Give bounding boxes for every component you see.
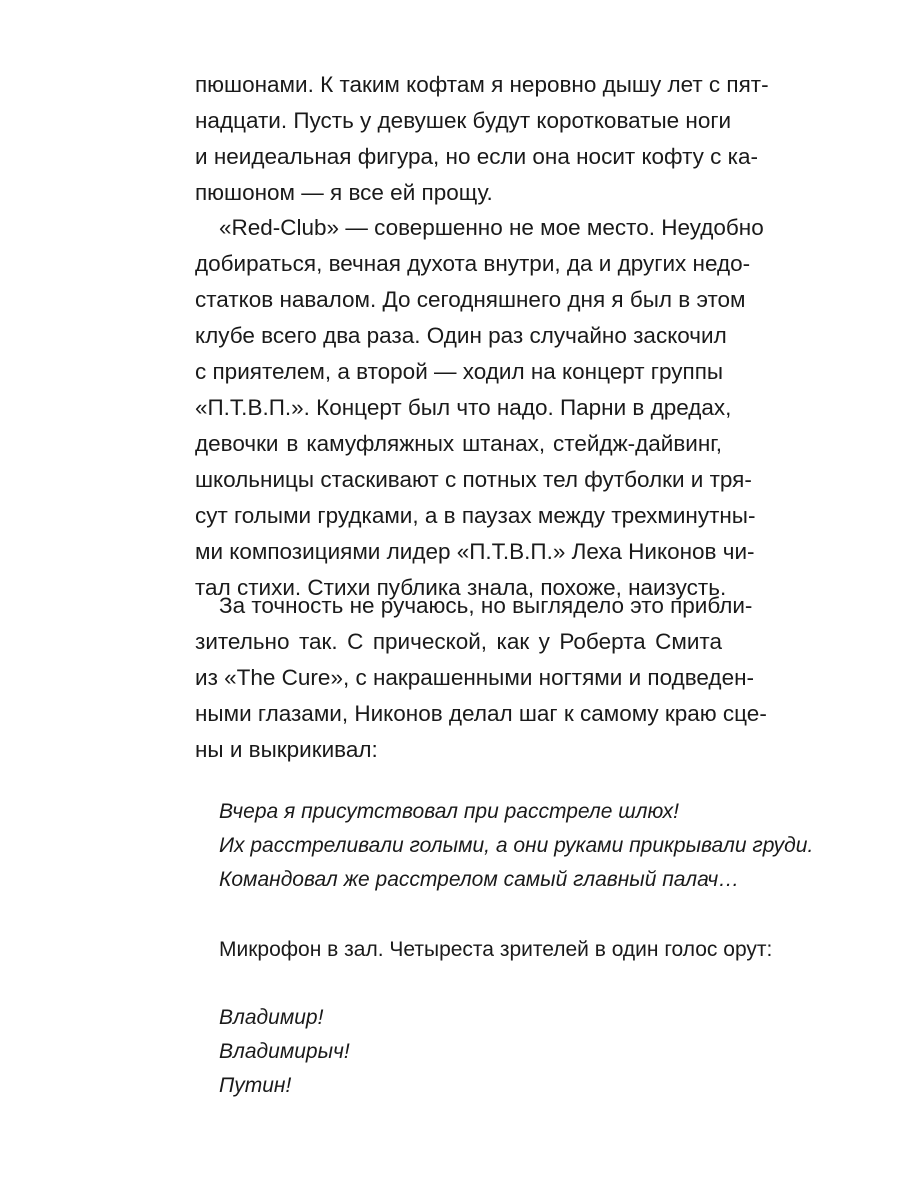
text-line: сут голыми грудками, а в паузах между трехминутны- — [195, 503, 756, 528]
text-line: ными глазами, Никонов делал шаг к самому краю сце- — [195, 701, 767, 726]
text-line: ми композициями лидер «П.Т.В.П.» Леха Никонов чи- — [195, 539, 755, 564]
chant-line: Владимирыч! — [219, 1040, 350, 1063]
narration-line: Микрофон в зал. Четыреста зрителей в один голос орут: — [219, 938, 773, 961]
narration-line-block — [219, 933, 773, 967]
chant-line: Владимир! — [219, 1006, 324, 1029]
text-line: «П.Т.В.П.». Концерт был что надо. Парни в дредах, — [195, 395, 732, 420]
text-line: пюшонами. К таким кофтам я неровно дышу лет с пят- — [195, 72, 769, 97]
text-line: ны и выкрикивал: — [195, 737, 378, 762]
verse-block-2 — [219, 1001, 739, 1103]
text-line: из «The Cure», с накрашенными ногтями и подведен- — [195, 665, 754, 690]
text-line: надцати. Пусть у девушек будут коротковатые ноги — [195, 108, 732, 133]
paragraph-3 — [195, 588, 767, 768]
text-line: школьницы стаскивают с потных тел футболки и тря- — [195, 467, 752, 492]
verse-block-1 — [219, 795, 814, 897]
verse-line: Командовал же расстрелом самый главный палач… — [219, 868, 740, 891]
paragraph-1 — [195, 67, 769, 211]
text-line: клубе всего два раза. Один раз случайно заскочил — [195, 323, 727, 348]
chant-line: Путин! — [219, 1074, 292, 1097]
verse-line: Вчера я присутствовал при расстреле шлюх! — [219, 800, 679, 823]
text-line: тал стихи. Стихи публика знала, похоже, наизусть. — [195, 575, 727, 600]
text-line: девочки в камуфляжных штанах, стейдж-дайвинг, — [195, 431, 722, 456]
text-line: пюшоном — я все ей прощу. — [195, 180, 493, 205]
verse-line: Их расстреливали голыми, а они руками прикрывали груди. — [219, 834, 814, 857]
text-line: и неидеальная фигура, но если она носит кофту с ка- — [195, 144, 758, 169]
text-line: добираться, вечная духота внутри, да и других недо- — [195, 251, 751, 276]
text-line: «Red-Club» — совершенно не мое место. Неудобно — [219, 215, 764, 240]
text-line: За точность не ручаюсь, но выглядело это прибли- — [219, 593, 753, 618]
text-line: статков навалом. До сегодняшнего дня я был в этом — [195, 287, 746, 312]
text-line: зительно так. С прической, как у Роберта Смита — [195, 629, 722, 654]
text-line: с приятелем, а второй — ходил на концерт группы — [195, 359, 724, 384]
